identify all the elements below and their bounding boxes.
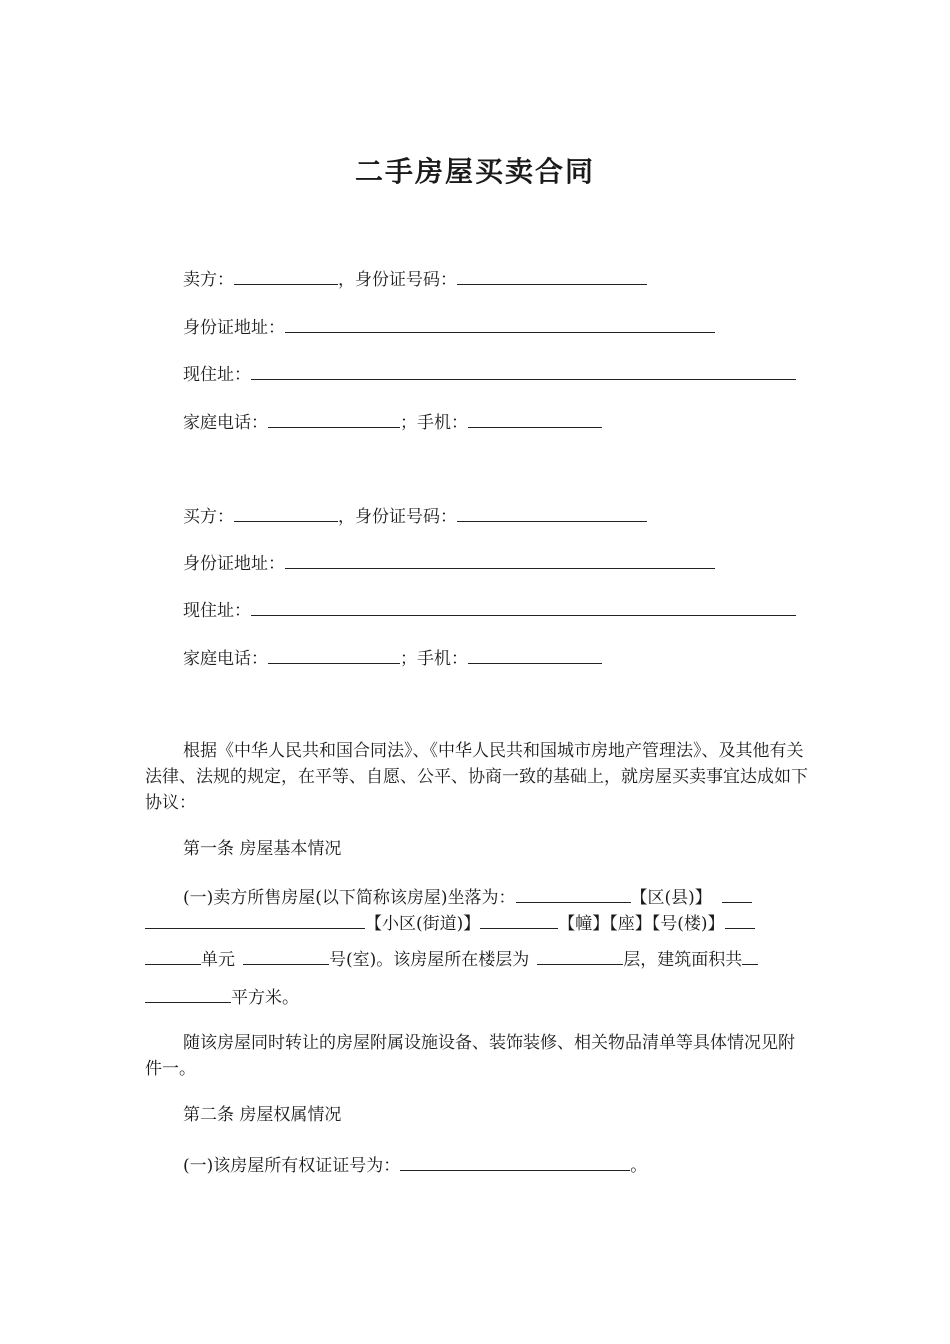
seller-home-phone-label: 家庭电话： bbox=[183, 413, 268, 433]
article-2-heading: 第二条 房屋权属情况 bbox=[183, 1105, 342, 1125]
ownership-cert-label: (一)该房屋所有权证证号为： bbox=[183, 1156, 401, 1176]
buyer-id-address-label: 身份证地址： bbox=[183, 554, 285, 574]
room-blank bbox=[243, 946, 329, 965]
article-1-item-1-line-2 bbox=[145, 910, 755, 936]
seller-line bbox=[183, 266, 647, 292]
district-label: 【区(县)】 bbox=[630, 888, 712, 908]
community-label: 【小区(街道)】 bbox=[365, 914, 481, 934]
area-blank-start bbox=[742, 946, 758, 965]
buyer-home-phone-label: 家庭电话： bbox=[183, 649, 268, 669]
floor-blank bbox=[537, 946, 623, 965]
floor-label: 号(室)。该房屋所在楼层为 bbox=[329, 950, 530, 970]
seller-current-address-line bbox=[183, 361, 796, 387]
district-blank-end bbox=[145, 910, 365, 929]
area-unit-label: 平方米。 bbox=[231, 988, 299, 1008]
buyer-current-address-line bbox=[183, 597, 796, 623]
buyer-id-blank bbox=[457, 503, 647, 522]
building-label: 【幢】【座】【号(楼)】 bbox=[558, 914, 725, 934]
ownership-cert-blank bbox=[400, 1152, 630, 1171]
buyer-line bbox=[183, 503, 647, 529]
article-1-item-1-line-4 bbox=[145, 984, 299, 1010]
district-blank-start bbox=[722, 884, 752, 903]
seller-home-phone-blank bbox=[268, 409, 400, 428]
seller-name-blank bbox=[234, 266, 338, 285]
buyer-name-blank bbox=[234, 503, 338, 522]
buyer-phone-line bbox=[183, 645, 602, 671]
buyer-id-address-blank bbox=[285, 550, 715, 569]
buyer-id-address-line bbox=[183, 550, 715, 576]
seller-label: 卖方： bbox=[183, 270, 234, 290]
ownership-cert-period: 。 bbox=[630, 1156, 648, 1176]
community-blank bbox=[480, 910, 558, 929]
unit-label: 单元 bbox=[201, 950, 235, 970]
article-1-item-1-line-3 bbox=[145, 946, 758, 972]
seller-id-label: ，身份证号码： bbox=[338, 270, 457, 290]
document-title: 二手房屋买卖合同 bbox=[354, 155, 595, 188]
preamble-paragraph: 根据《中华人民共和国合同法》、《中华人民共和国城市房地产管理法》、及其他有关法律、法规的规定，在平等、自愿、公平、协商一致的基础上，就房屋买卖事宜达成如下协议： bbox=[145, 741, 808, 813]
seller-id-blank bbox=[457, 266, 647, 285]
buyer-current-address-blank bbox=[251, 597, 796, 616]
buyer-id-label: ，身份证号码： bbox=[338, 507, 457, 527]
seller-mobile-blank bbox=[468, 409, 602, 428]
buyer-home-phone-blank bbox=[268, 645, 400, 664]
buyer-current-address-label: 现住址： bbox=[183, 601, 251, 621]
seller-mobile-label: ；手机： bbox=[400, 413, 468, 433]
article-1-item-2: 随该房屋同时转让的房屋附属设施设备、装饰装修、相关物品清单等具体情况见附件一。 bbox=[145, 1033, 795, 1079]
seller-current-address-label: 现住址： bbox=[183, 365, 251, 385]
buyer-mobile-label: ；手机： bbox=[400, 649, 468, 669]
article-1-heading: 第一条 房屋基本情况 bbox=[183, 839, 342, 859]
seller-id-address-blank bbox=[285, 314, 715, 333]
location-label: (一)卖方所售房屋(以下简称该房屋)坐落为： bbox=[183, 888, 516, 908]
article-1-item-1-line-1 bbox=[183, 884, 752, 910]
seller-phone-line bbox=[183, 409, 602, 435]
location-blank bbox=[516, 884, 631, 903]
seller-current-address-blank bbox=[251, 361, 796, 380]
article-2-item-1-line bbox=[183, 1152, 647, 1178]
area-blank-end bbox=[145, 984, 231, 1003]
buyer-mobile-blank bbox=[468, 645, 602, 664]
building-blank-start bbox=[725, 910, 755, 929]
building-blank-end bbox=[145, 946, 201, 965]
buyer-label: 买方： bbox=[183, 507, 234, 527]
area-label: 层，建筑面积共 bbox=[623, 950, 743, 970]
seller-id-address-line bbox=[183, 314, 715, 340]
seller-id-address-label: 身份证地址： bbox=[183, 318, 285, 338]
